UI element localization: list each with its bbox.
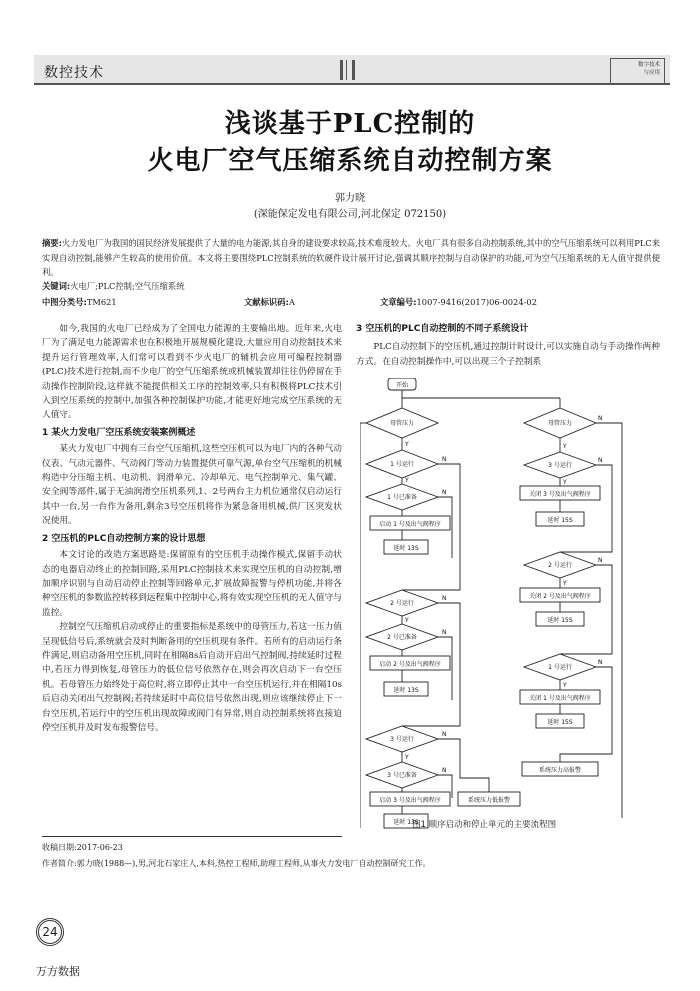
fc-n-label: N [442,456,447,463]
footnote-rule [42,836,342,837]
doccode-value: A [288,297,295,307]
fc-n-label: N [442,629,447,636]
fc-y-label: Y [405,617,409,624]
page-number: 24 [36,918,64,946]
flowchart-figure [360,378,664,830]
abstract-label: 摘要: [42,238,62,248]
fc-n-label: N [442,595,447,602]
header-divider [352,60,355,80]
keywords [42,280,185,292]
fc-line [560,667,612,762]
fc-run3: 3 号运行 [390,736,414,743]
figure-caption: 图1 顺序启动和停止单元的主要流程图 [412,820,557,830]
fc-hdelay3: 延时 15S [547,517,573,524]
fc-y-label: Y [563,479,567,486]
fc-hclose2: 关闭 2 号及出气阀程序 [529,593,591,600]
fc-y-label: Y [405,441,409,448]
fc-delay1: 延时 13S [393,545,419,552]
article-number [380,296,537,308]
author-affiliation: (深能保定发电有限公司,河北保定 072150) [253,209,447,220]
fc-line [560,565,612,654]
intro-paragraph: 如今,我国的火电厂已经成为了全国电力能源的主要输出地。近年来,火电厂为了满足电力能源需求也在积极地开展规模化建设,大量应用自动控制技术来提升运行管理效率,人们常可以看到不少火电厂的辅机会应用可编程控制器(PLC)技术进行控制,而不少电厂的空气压缩系统或机械装置却往往仍停留在手动操作控制阶段,这样就不能提供相关工序的控制效率,只有积极将PLC技术引入到空压系统的控制中,加强各种控制保护功能,才能更好地完成空压系统的无人值守。 [42,324,342,421]
keywords-text: 火电厂;PLC控制;空气压缩系统 [70,281,185,291]
section-2-paragraph-1: 本文讨论的改造方案思路是:保留原有的空压机手动操作模式,保留手动状态的电器启动终止的控制回路,采用PLC控制技术来实现空压机的自动控制,增加顺序识别与自动启动停止控制等回路单元,扩展故障报警与停机功能,并将各种空压机的参数监控转移到远程集中控制中心,将有效实现空压机的无人值守与监控。 [42,550,342,618]
section-2-paragraph-2: 控制空气压缩机启动或停止的重要指标是系统中的母管压力,若这一压力值呈现低信号后,系统就会及时判断备用的空压机现有条件。若所有的启动运行条件满足,则启动备用空压机,同时在相隔8s后自动开启出气控制阀,持续延时过程中,若压力得到恢复,母管压力的低位信号依然存在,则会再次启动下一台空压机。若母管压力始终处于高位时,将立即停止其中一台空压机运行,并在相隔10s后启动关闭出气控制阀;若持续延时中高位信号依然出现,则应该继续停止下一台空压机,若运行中的空压机出现故障或阀门有异常,则自动控制系统将直接迫停空压机并及时发布报警信号。 [42,622,342,733]
fc-run1: 1 号运行 [390,461,414,468]
clc-label: 中图分类号: [42,297,87,307]
article-value: 1007-9416(2017)06-0024-02 [416,297,537,307]
section-3-heading: 3 空压机的PLC自动控制的不同子系统设计 [356,324,529,334]
fc-y-label: Y [563,443,567,450]
fc-line [438,739,489,792]
fc-n-label: N [598,557,603,564]
fc-start3: 启动 3 号及出气阀程序 [379,797,441,804]
fc-high-pressure: 母管压力 [547,420,573,427]
fc-n-label: N [442,489,447,496]
fc-start2: 启动 2 号及出气阀程序 [379,661,441,668]
clc-value: TM621 [86,297,117,307]
fc-line [596,423,622,818]
keywords-label: 关键词: [42,281,71,291]
logo-line: 数字技术 [637,62,660,68]
fc-y-label: Y [563,682,567,689]
fc-n-label: N [442,731,447,738]
fc-start: 开始 [395,382,409,389]
author-bio: 作者简介:郭力晓(1988—),男,河北石家庄人,本科,热控工程师,助理工程师,从事火力发电厂自动控制研究工作。 [42,859,431,868]
fc-run2: 2 号运行 [390,600,414,607]
fc-n-label: N [442,767,447,774]
fc-ready3: 3 号已准备 [387,772,417,779]
section-3-paragraph: PLC自动控制下的空压机,通过控制计时设计,可以实施自动与手动操作两种方式。在自动控制操作中,可以出现三个子控制系 [356,342,660,367]
fc-y-label: Y [563,580,567,587]
fc-n-label: N [598,415,603,422]
fc-hrun3: 3 号运行 [548,462,572,469]
logo-line: 与应用 [643,70,660,76]
section-1-heading: 1 某火力发电厂空压系统安装案例概述 [42,427,196,438]
doccode-label: 文献标识码: [244,297,289,307]
fc-hdelay1: 延时 15S [547,719,573,726]
fc-y-label: Y [405,754,409,761]
received-date: 收稿日期:2017-06-23 [42,843,123,852]
header-divider [340,60,343,80]
right-column [356,322,660,369]
abstract [42,236,660,280]
fc-hdelay2: 延时 15S [547,617,573,624]
fc-sys-alarm: 系统压力低报警 [467,797,511,804]
fc-n-label: N [598,457,603,464]
fc-low-pressure: 母管压力 [389,420,415,427]
fc-delay2: 延时 13S [393,687,419,694]
header-divider [346,60,347,80]
title-line-1: 浅谈基于PLC控制的 [224,109,476,139]
section-1-paragraph: 某火力发电厂中拥有三台空气压缩机,这些空压机可以为电厂内的各种气动仪表、气动元器件、气动阀门等动力装置提供可靠气源,单台空气压缩机的机械构造中分压缩主机、电动机、润滑单元、冷却单元、电气控制单元、集气罐、安全阀等部件,属于无油润滑空压机系列,1、2号两台主力机位通常仅启动运行其中一台,另一台作为备用,剩余3号空压机将作为紧急备用机械,供厂区突发状况使用。 [42,444,342,527]
clc-number [42,296,117,308]
author-name: 郭力晓 [335,193,365,204]
fc-hclose3: 关闭 3 号及出气阀程序 [529,491,591,498]
fc-hclose1: 关闭 1 号及出气阀程序 [529,695,591,702]
fc-n-label: N [598,659,603,666]
fc-ready2: 2 号已准备 [387,634,417,641]
footer-brand: 万方数据 [36,965,80,978]
doc-code [244,296,295,308]
fc-hrun1: 1 号运行 [548,664,572,671]
fc-hrun2: 2 号运行 [548,562,572,569]
fc-line [560,465,612,552]
abstract-text: 火力发电厂为我国的国民经济发展提供了大量的电力能源,其自身的建设要求较高,技术难度较大。火电厂具有很多自动控制系统,其中的空气压缩系统可以利用PLC来实现自动控制,能够产生较高的使用价值。本文将主要围绕PLC控制系统的软硬件设计展开讨论,强调其顺序控制与自动保护的功能,可为空气压缩系统的无人值守提供便利。 [42,238,660,278]
section-2-heading: 2 空压机的PLC自动控制方案的设计思想 [42,533,206,544]
journal-logo [610,58,665,84]
fc-delay3: 延时 13S [393,819,419,826]
section-label: 数控技术 [44,65,104,81]
left-column [42,322,342,735]
fc-y-label: Y [405,477,409,484]
fc-sys-high: 系统压力高报警 [538,767,582,774]
article-label: 文章编号: [380,297,417,307]
fc-ready1: 1 号已准备 [387,494,417,501]
title-line-2: 火电厂空气压缩系统自动控制方案 [147,146,553,176]
fc-start1: 启动 1 号及出气阀程序 [379,521,441,528]
